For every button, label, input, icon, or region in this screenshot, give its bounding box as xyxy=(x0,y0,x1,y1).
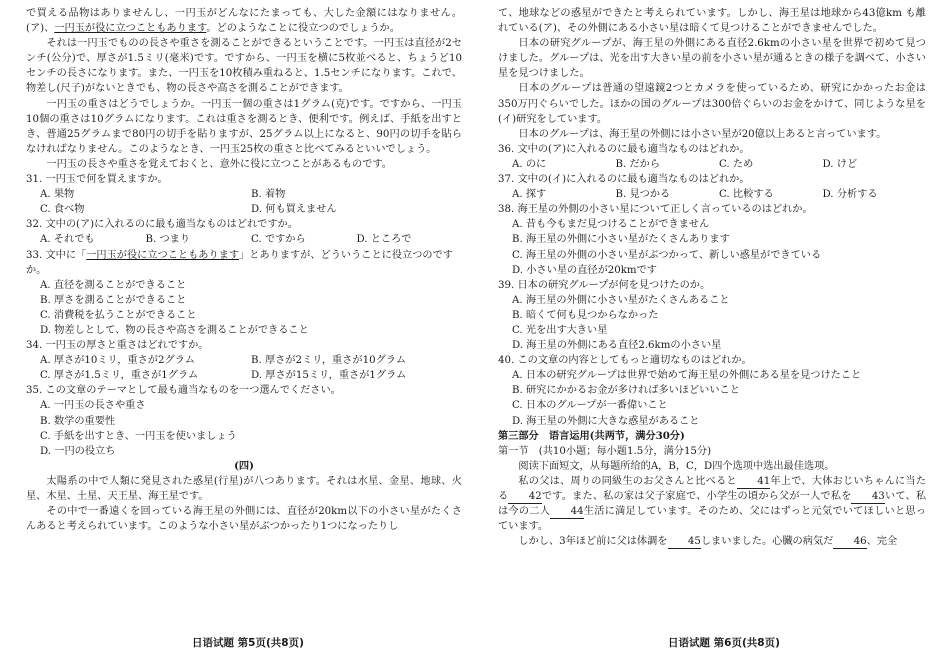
passage-paragraph: その中で一番遠くを回っている海王星の外側には、直径が20km以下の小さい星がたくさんあると考えられています。このような小さい星がぶつかったり1つになったりし xyxy=(26,506,462,533)
question-36: 36. 文中の(ア)に入れるのに最も適当なものはどれか。 xyxy=(498,143,750,155)
blank-46: 46 xyxy=(833,535,866,549)
options-38 xyxy=(512,217,926,277)
blank-41: 41 xyxy=(737,475,770,489)
option: B. 数学の重要性 xyxy=(40,415,116,427)
cloze-text: です。また、私の家は父子家庭で、小学生の頃から父が一人で私を xyxy=(541,491,852,502)
passage-paragraph: 一円玉の重さはどうでしょうか。一円玉一個の重さは1グラム(克)です。ですから、一円玉10個の重さは10グラムになります。これは重さを測るとき、便利です。例えば、手紙を出すとき、普通25グラムまで80円の切手を貼りますが、25グラム以上になると、90円の切手を貼らなければなりません。このようなとき、一円玉25枚の重さと比べてみるといいでしょう。 xyxy=(26,98,462,155)
question-text: 33. 文中に「 xyxy=(26,249,87,261)
passage-paragraph: それは一円玉でものの長さや重さを測ることができるということです。一円玉は直径が2センチ(公分)で、厚さが1.5ミリ(毫米)です。ですから、一円玉を横に5枚並べると、ちょうど10センチの長さになります。また、一円玉を10枚積み重ねると、1.5センチになります。これで、物差し(尺子)がないときでも、物の長さや高さを測ることができます。 xyxy=(26,38,462,95)
option: B. 暗くて何も見つからなかった xyxy=(512,309,659,321)
question-35: 35. この文章のテーマとして最も適当なものを一つ選んでください。 xyxy=(26,385,341,397)
passage-paragraph: 太陽系の中で人類に発見された惑星(行星)が八つあります。それは水星、金星、地球、火星、木星、土星、天王星、海王星です。 xyxy=(26,475,462,502)
option: A. 日本の研究グループは世界で始めて海王星の外側にある星を見つけたこと xyxy=(512,370,862,382)
question-32: 32. 文中の(ア)に入れるのに最も適当なものはどれですか。 xyxy=(26,219,298,231)
option: D. 海王星の外側に大きな惑星があること xyxy=(512,415,700,427)
question-40: 40. この文章の内容としてもっと適切なものはどれか。 xyxy=(498,355,752,367)
option: D. 厚さが15ミリ，重さが1グラム xyxy=(251,370,407,382)
cloze-text: 、完全 xyxy=(866,536,898,548)
cloze-text: しまいました。心臓の病気だ xyxy=(700,536,834,548)
cloze-text: しかし、3年ほど前に父は体調を xyxy=(518,536,668,548)
option: D. 海王星の外側にある直径2.6kmの小さい星 xyxy=(512,340,722,352)
option: A. 厚さが10ミリ，重さが2グラム xyxy=(40,355,195,367)
option: C. 比較する xyxy=(719,189,774,201)
page-footer-right: 日语试题 第6页(共8页) xyxy=(668,637,780,649)
option: A. 果物 xyxy=(40,189,75,201)
option: D. 一円の役立ち xyxy=(40,445,116,457)
option: D. 物差しとして、物の長さや高さを測ることができること xyxy=(40,324,309,336)
option: A. 一円玉の長さや重さ xyxy=(40,400,146,412)
options-33 xyxy=(40,278,462,338)
subsection-heading: 第一节 (共10小题；每小题1.5分，满分15分) xyxy=(498,445,712,457)
option: C. 日本のグループが一番偉いこと xyxy=(512,400,668,412)
option: A. 直径を測ることができること xyxy=(40,279,187,291)
cloze-text: 年上で、大体おじいちゃんに当たる xyxy=(498,475,927,502)
question-37: 37. 文中の(イ)に入れるのに最も適当なものはどれか。 xyxy=(498,174,750,186)
option: C. ですから xyxy=(251,234,306,246)
cloze-paragraph xyxy=(498,534,926,549)
option: C. 食べ物 xyxy=(40,204,85,216)
option: C. 手紙を出すとき、一円玉を使いましょう xyxy=(40,430,237,442)
option: D. ところで xyxy=(356,234,412,246)
option: B. 見つかる xyxy=(615,189,671,201)
option: D. けど xyxy=(822,158,858,170)
option: B. つまり xyxy=(145,234,191,246)
passage-paragraph: て、地球などの惑星ができたと考えられています。しかし、海王星は地球から43億km も離れている(ア)、その外側にある小さい星は暗くて見つけることができませんでした。 xyxy=(498,8,926,35)
cloze-paragraph xyxy=(498,474,926,534)
options-34 xyxy=(40,353,462,383)
options-32 xyxy=(40,232,462,247)
option: B. 研究にかかるお金が多ければ多いほどいいこと xyxy=(512,385,740,397)
underlined-phrase: 一円玉が役に立つこともあります xyxy=(54,23,207,35)
options-35 xyxy=(40,398,462,458)
question-38: 38. 海王星の外側の小さい星について正しく言っているのはどれか。 xyxy=(498,204,813,216)
passage-paragraph: 日本の研究グループが、海王星の外側にある直径2.6kmの小さい星を世界で初めて見つけました。グループは、光を出す大きい星の前を小さい星が通るときの様子を調べて、小さい星を見つけました。 xyxy=(498,38,926,80)
blank-45: 45 xyxy=(668,535,701,549)
options-31 xyxy=(40,187,462,217)
blank-44: 44 xyxy=(550,505,583,519)
blank-42: 42 xyxy=(508,490,541,504)
paragraph-text: で買える品物はありませんし、一円玉がどんなにたまっても、大した金額にはなりません。(ア)、 xyxy=(26,8,462,35)
option: A. 探す xyxy=(512,189,547,201)
option: C. 厚さが1.5ミリ，重さが1グラム xyxy=(40,370,199,382)
part-heading: 第三部分 语言运用(共两节，满分30分) xyxy=(498,429,685,442)
option: C. 光を出す大きい星 xyxy=(512,324,608,336)
option: B. だから xyxy=(615,158,661,170)
question-31: 31. 一円玉で何を買えますか。 xyxy=(26,174,168,186)
option: A. それでも xyxy=(40,234,95,246)
question-34: 34. 一円玉の厚さと重さはどれですか。 xyxy=(26,340,209,352)
right-column xyxy=(498,6,926,549)
option: B. 海王星の外側に小さい星がたくさんあります xyxy=(512,234,730,246)
blank-43: 43 xyxy=(851,490,884,504)
instructions: 阅读下面短文，从每题所给的A，B，C，D四个选项中选出最佳选项。 xyxy=(518,460,835,472)
option: A. のに xyxy=(512,158,547,170)
option: A. 昔も今もまだ見つけることができません xyxy=(512,219,710,231)
option: C. ため xyxy=(719,158,754,170)
option: B. 厚さが2ミリ，重さが10グラム xyxy=(251,355,407,367)
options-39 xyxy=(512,293,926,353)
question-text: 」とありますが、どういうことに役立つのですか。 xyxy=(26,249,453,276)
section-heading: (四) xyxy=(234,459,254,472)
underlined-phrase: 一円玉が役に立つこともあります xyxy=(86,249,240,261)
page-footer-left: 日语试题 第5页(共8页) xyxy=(192,637,304,649)
cloze-text: 生活に満足しています。そのため、父にはずっと元気でいてほしいと思っています。 xyxy=(498,506,926,533)
cloze-text: いて、私は今の二人 xyxy=(498,491,927,518)
question-33 xyxy=(26,248,462,278)
question-39: 39. 日本の研究グループが何を見つけたのか。 xyxy=(498,279,711,291)
passage-paragraph: 一円玉の長さや重さを覚えておくと、意外に役に立つことがあるものです。 xyxy=(46,158,392,170)
paragraph-text: 。どのようなことに役立つのでしょうか。 xyxy=(206,23,400,35)
passage-paragraph: 日本のグループは、海王星の外側には小さい星が20億以上あると言っています。 xyxy=(518,128,887,140)
option: A. 海王星の外側に小さい星がたくさんあること xyxy=(512,294,730,306)
option: D. 小さい星の直径が20kmです xyxy=(512,264,657,276)
option: C. 海王星の外側の小さい星がぶつかって、新しい惑星ができている xyxy=(512,249,822,261)
option: D. 何も買えません xyxy=(251,204,337,216)
option: D. 分析する xyxy=(822,189,878,201)
options-36 xyxy=(512,157,926,172)
option: B. 厚さを測ることができること xyxy=(40,294,187,306)
options-40 xyxy=(512,368,926,428)
passage-paragraph: 日本のグループは普通の望遠鏡2つとカメラを使っているため、研究にかかったお金は350万円ぐらいでした。ほかの国のグループは300倍ぐらいのお金をかけて、同じような星を(イ)研究をしています。 xyxy=(498,83,926,125)
option: B. 着物 xyxy=(251,189,286,201)
option: C. 消費税を払うことができること xyxy=(40,309,197,321)
left-column xyxy=(26,6,462,534)
cloze-text: 私の父は、周りの同級生のお父さんと比べると xyxy=(518,475,737,487)
passage-paragraph xyxy=(26,6,462,36)
options-37 xyxy=(512,187,926,202)
